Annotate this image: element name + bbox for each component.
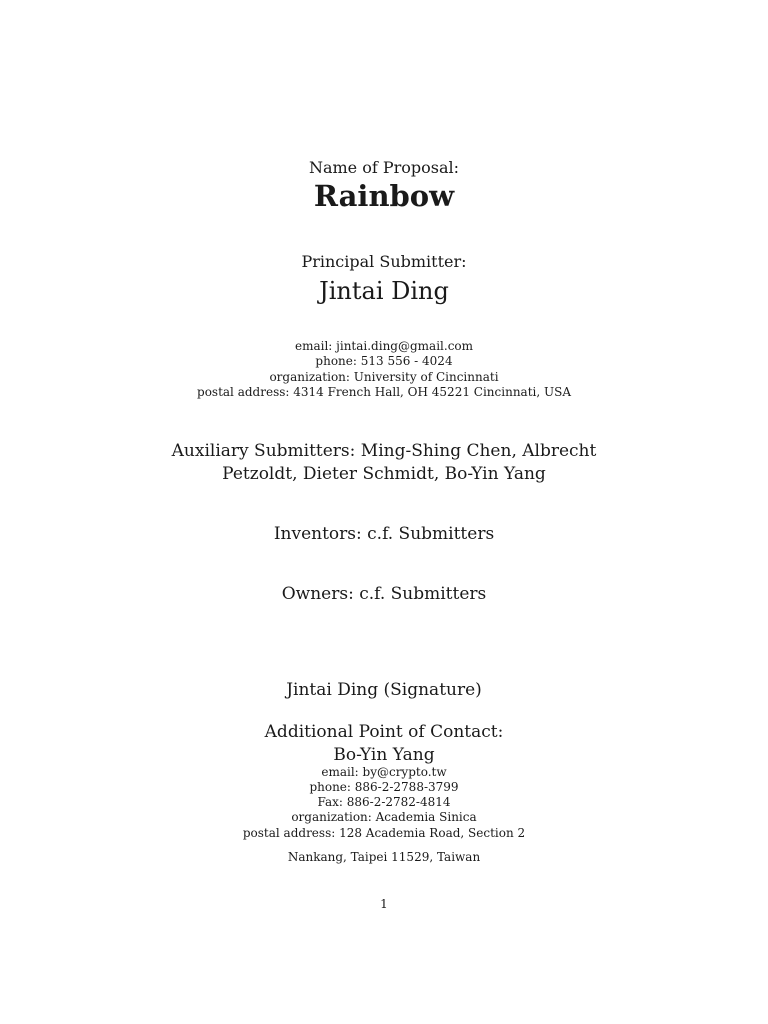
contact-phone: phone: 886-2-2788-3799 [309,780,459,794]
inventors-line: Inventors: c.f. Submitters [273,524,495,544]
principal-submitter-name: Jintai Ding [319,277,449,305]
proposal-label: Name of Proposal: [308,158,460,177]
principal-postal-address: postal address: 4314 French Hall, OH 45221 Cincinnati, USA [197,385,571,399]
auxiliary-submitters-line-2: Petzoldt, Dieter Schmidt, Bo-Yin Yang [222,464,546,484]
contact-email: email: by@crypto.tw [321,765,447,779]
auxiliary-submitters-line-1: Auxiliary Submitters: Ming-Shing Chen, Albrecht [171,441,597,461]
contact-label: Additional Point of Contact: [264,722,504,742]
contact-postal-address: postal address: 128 Academia Road, Section 2 [242,826,526,840]
page-number: 1 [380,897,388,911]
contact-name: Bo-Yin Yang [333,745,435,765]
owners-line: Owners: c.f. Submitters [281,584,487,604]
principal-email: email: jintai.ding@gmail.com [294,339,474,353]
signature-line: Jintai Ding (Signature) [286,680,482,700]
contact-postal-address-line-2: Nankang, Taipei 11529, Taiwan [287,850,481,864]
principal-phone: phone: 513 556 - 4024 [315,354,453,368]
principal-organization: organization: University of Cincinnati [269,370,499,384]
contact-organization: organization: Academia Sinica [291,810,477,824]
contact-fax: Fax: 886-2-2782-4814 [317,795,451,809]
proposal-name: Rainbow [313,179,455,213]
principal-submitter-label: Principal Submitter: [301,252,467,271]
